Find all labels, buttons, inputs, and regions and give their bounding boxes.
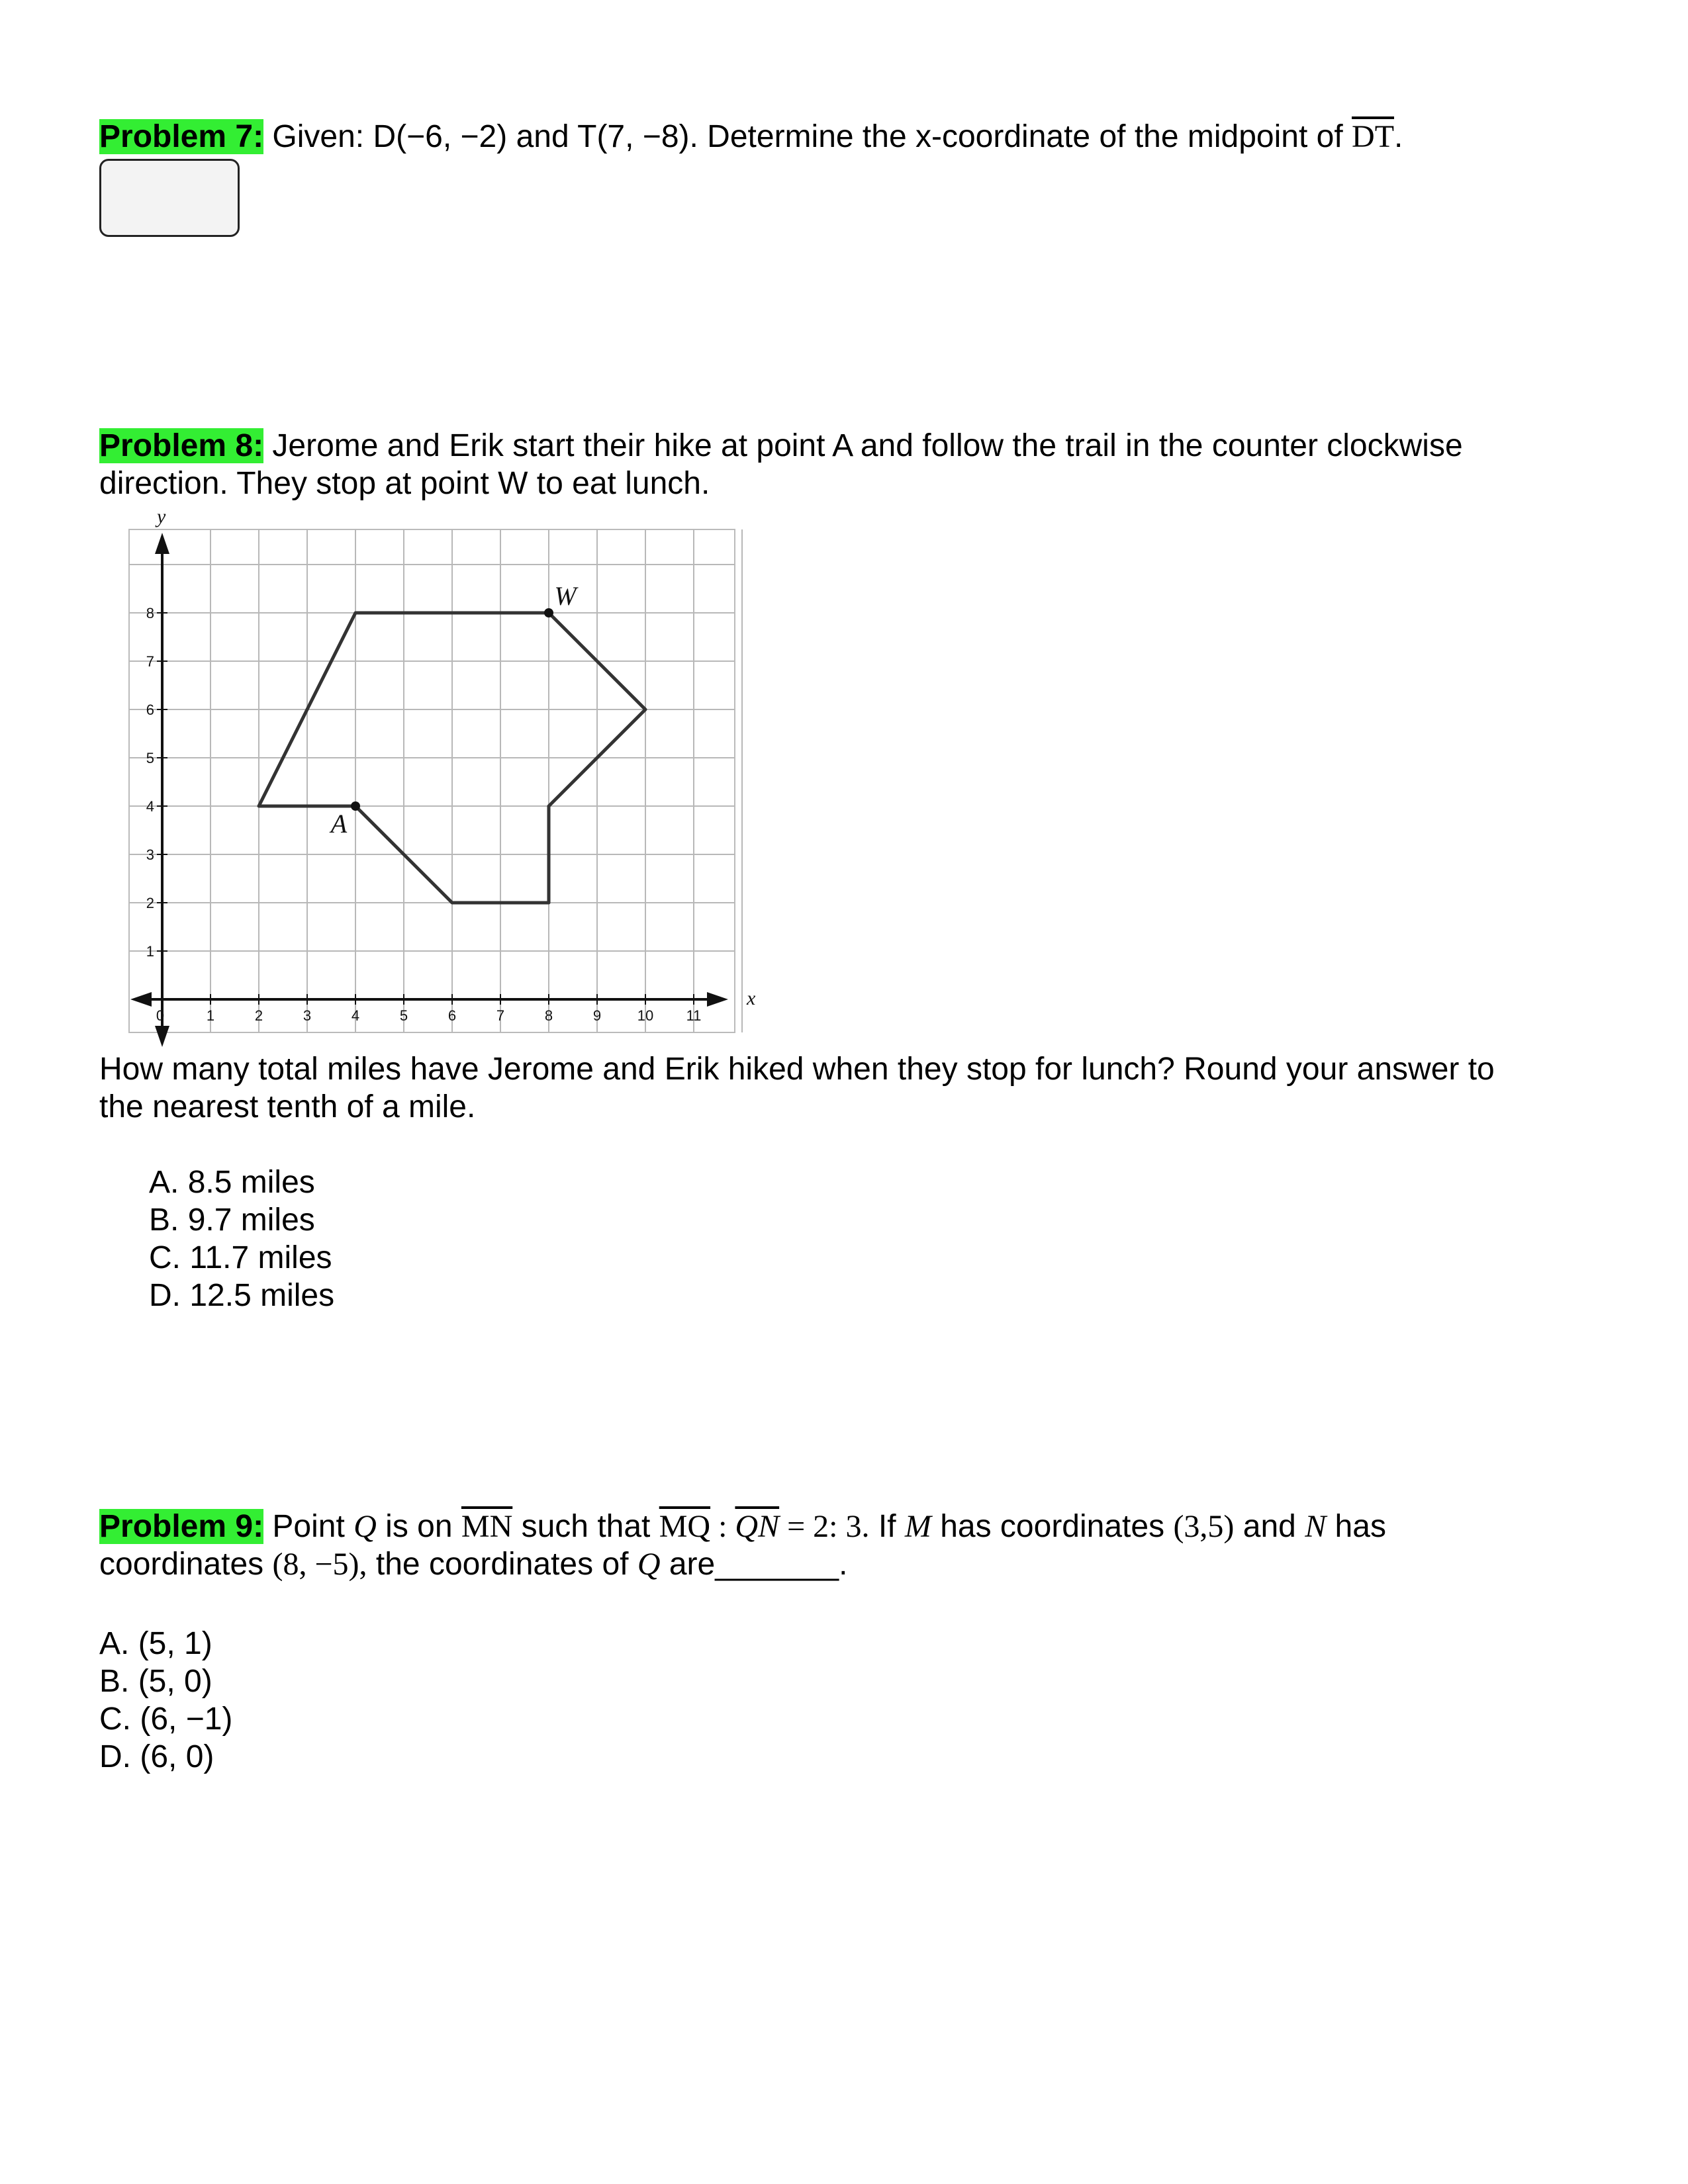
- p9-text-10: are: [669, 1547, 716, 1582]
- x-tick-label: 4: [351, 1007, 360, 1024]
- y-axis-label: y: [157, 506, 166, 527]
- p9-colon: :: [710, 1509, 735, 1544]
- x-tick-label: 10: [637, 1007, 654, 1024]
- grid-border: [129, 529, 735, 1032]
- segment-qn: $\overline{QN}$: [735, 1509, 780, 1544]
- x-tick-label: 5: [399, 1007, 408, 1024]
- p9-text-2: is on: [385, 1509, 453, 1544]
- point-label-w: W: [554, 581, 577, 611]
- point-a: [351, 801, 360, 811]
- answer-blank[interactable]: _______: [715, 1547, 839, 1582]
- choice-d[interactable]: D. 12.5 miles: [149, 1278, 335, 1313]
- p9-text-11: .: [839, 1547, 848, 1582]
- p9-text-1: Point: [272, 1509, 345, 1544]
- y-tick-label: 3: [146, 846, 154, 863]
- p9-m: M: [904, 1509, 931, 1544]
- y-axis-arrow-up: [155, 533, 169, 554]
- x-axis-label: x: [747, 987, 756, 1009]
- point-label-a: A: [330, 809, 348, 839]
- problem-7-end: .: [1394, 119, 1403, 154]
- p9-n: N: [1305, 1509, 1327, 1544]
- segment-dt: $\overline{DT}$: [1352, 119, 1395, 154]
- y-tick-label: 4: [146, 798, 154, 815]
- segment-mq: $\overline{MQ}$: [659, 1509, 711, 1544]
- y-axis-arrow-down: [155, 1026, 169, 1047]
- p9-q: Q: [353, 1509, 377, 1544]
- p9-text-7: has: [1335, 1509, 1386, 1544]
- problem-8: [99, 427, 1556, 502]
- x-tick-label: 3: [303, 1007, 312, 1024]
- y-tick-label: 6: [146, 702, 154, 718]
- point-w: [544, 608, 553, 617]
- segment-mn: $\overline{MN}$: [461, 1509, 513, 1544]
- problem-9-label: Problem 9:: [99, 1509, 264, 1544]
- p9-m-coords: (3,5): [1173, 1509, 1235, 1544]
- p9-ratio: = 2: 3.: [779, 1509, 870, 1544]
- x-tick-label: 8: [544, 1007, 553, 1024]
- x-axis-arrow-left: [130, 992, 152, 1007]
- p9-text-6: and: [1243, 1509, 1296, 1544]
- problem-8-line1: Jerome and Erik start their hike at point A and follow the trail in the counter clockwise: [272, 428, 1463, 463]
- y-tick-label: 5: [146, 750, 154, 766]
- x-axis-arrow-right: [707, 992, 728, 1007]
- y-tick-label: 2: [146, 895, 154, 911]
- y-tick-label: 7: [146, 653, 154, 670]
- p9-choice-c[interactable]: C. (6, −1): [99, 1702, 233, 1737]
- problem-8-question-line2: the nearest tenth of a mile.: [99, 1089, 476, 1124]
- problem-7-text: Given: D(−6, −2) and T(7, −8). Determine the x-coordinate of the midpoint of: [272, 119, 1343, 154]
- x-tick-label: 7: [496, 1007, 505, 1024]
- problem-8-question-line1: How many total miles have Jerome and Erik hiked when they stop for lunch? Round your answer to: [99, 1052, 1495, 1087]
- p9-text-5: has coordinates: [940, 1509, 1165, 1544]
- problem-8-question: [99, 1050, 1556, 1126]
- x-tick-label: 2: [254, 1007, 263, 1024]
- p9-q2: Q: [637, 1547, 661, 1582]
- problem-7: [99, 118, 1556, 156]
- x-tick-label: 11: [686, 1007, 702, 1024]
- p9-choice-d[interactable]: D. (6, 0): [99, 1739, 214, 1774]
- x-tick-label: 0: [156, 1007, 165, 1024]
- p9-text-8: coordinates: [99, 1547, 264, 1582]
- p9-text-9: the coordinates of: [375, 1547, 629, 1582]
- y-tick-label: 8: [146, 605, 154, 621]
- p9-n-coords: (8, −5),: [272, 1547, 367, 1582]
- problem-9: [99, 1508, 1556, 1583]
- x-tick-label: 1: [206, 1007, 215, 1024]
- y-tick-label: 1: [146, 943, 154, 960]
- p9-choice-b[interactable]: B. (5, 0): [99, 1664, 212, 1699]
- problem-8-line2: direction. They stop at point W to eat lunch.: [99, 466, 710, 501]
- trail-graph: [99, 503, 756, 1052]
- choice-b[interactable]: B. 9.7 miles: [149, 1203, 315, 1238]
- choice-c[interactable]: C. 11.7 miles: [149, 1240, 332, 1275]
- x-tick-label: 6: [447, 1007, 457, 1024]
- p9-text-4: If: [878, 1509, 896, 1544]
- p9-text-3: such that: [521, 1509, 651, 1544]
- answer-input-box[interactable]: [99, 159, 240, 237]
- problem-7-label: Problem 7:: [99, 119, 264, 154]
- x-tick-label: 9: [592, 1007, 602, 1024]
- choice-a[interactable]: A. 8.5 miles: [149, 1165, 315, 1200]
- problem-8-label: Problem 8:: [99, 428, 264, 463]
- p9-choice-a[interactable]: A. (5, 1): [99, 1626, 212, 1661]
